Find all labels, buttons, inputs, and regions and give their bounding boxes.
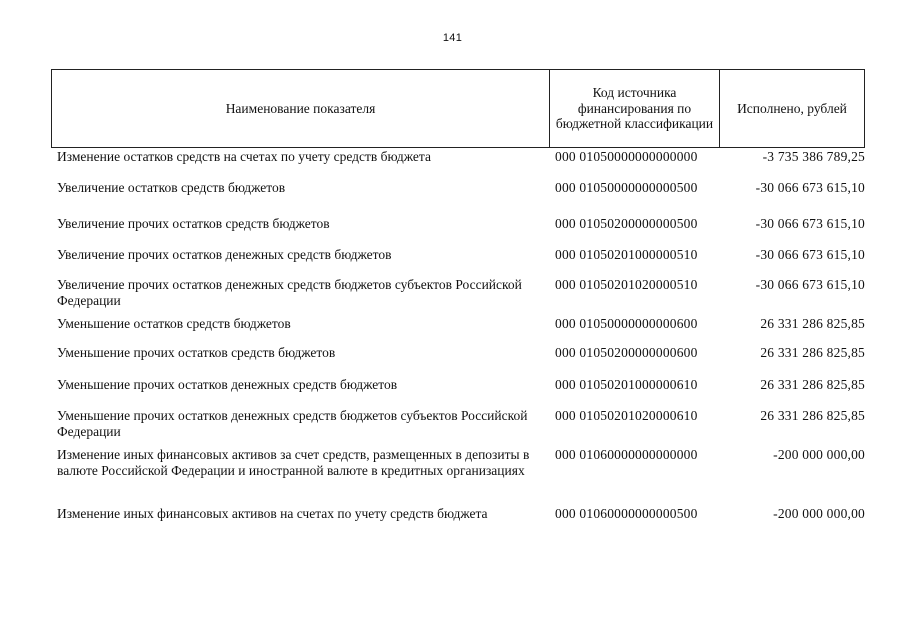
row-executed: -30 066 673 615,10 [755,277,865,292]
table-header [51,69,865,148]
row-name: Изменение иных финансовых активов на счетах по учету средств бюджета [57,506,488,521]
row-name: Увеличение прочих остатков денежных средств бюджетов [57,247,392,262]
row-name: Изменение иных финансовых активов за счет средств, размещенных в депозиты в валюте Российской Федерации и иностранной валюте в кредитных организациях [57,447,530,478]
row-name: Уменьшение прочих остатков денежных средств бюджетов [57,377,398,392]
row-executed: 26 331 286 825,85 [760,345,865,360]
row-executed: 26 331 286 825,85 [760,316,865,331]
row-name: Уменьшение прочих остатков средств бюджетов [57,345,336,360]
row-executed: -200 000 000,00 [773,447,865,462]
row-executed: -30 066 673 615,10 [755,180,865,195]
table-row [51,506,865,522]
header-executed: Исполнено, рублей [737,100,847,116]
row-code: 000 01050201000000510 [555,247,698,262]
budget-sources-table [51,69,865,521]
row-name: Изменение остатков средств на счетах по учету средств бюджета [57,149,431,164]
row-name: Уменьшение остатков средств бюджетов [57,316,291,331]
row-code: 000 01050200000000500 [555,216,698,231]
table-row [51,408,865,440]
table-row [51,316,865,332]
table-row [51,216,865,232]
row-code: 000 01050000000000000 [555,149,698,164]
page-number: 141 [442,32,463,44]
row-code: 000 01050201020000510 [555,277,698,292]
row-name: Уменьшение прочих остатков денежных средств бюджетов субъектов Российской Федерации [57,408,528,439]
row-executed: -3 735 386 789,25 [762,149,865,164]
table-row [51,345,865,361]
row-name: Увеличение прочих остатков средств бюджетов [57,216,330,231]
row-code: 000 01050000000000500 [555,180,698,195]
row-code: 000 01050000000000600 [555,316,698,331]
row-name: Увеличение остатков средств бюджетов [57,180,286,195]
row-executed: 26 331 286 825,85 [760,377,865,392]
row-executed: -200 000 000,00 [773,506,865,521]
header-indicator-name: Наименование показателя [52,70,550,147]
row-code: 000 01060000000000500 [555,506,698,521]
table-row [51,377,865,393]
table-row [51,277,865,309]
row-code: 000 01050200000000600 [555,345,698,360]
table-row [51,447,865,479]
table-row [51,180,865,196]
row-code: 000 01050201000000610 [555,377,698,392]
row-executed: -30 066 673 615,10 [755,216,865,231]
row-name: Увеличение прочих остатков денежных средств бюджетов субъектов Российской Федерации [57,277,522,308]
row-executed: 26 331 286 825,85 [760,408,865,423]
table-row [51,149,865,165]
header-source-code: Код источника финансирования по бюджетной классификации [550,70,720,147]
row-code: 000 01060000000000000 [555,447,698,462]
row-executed: -30 066 673 615,10 [755,247,865,262]
table-row [51,247,865,263]
row-code: 000 01050201020000610 [555,408,698,423]
